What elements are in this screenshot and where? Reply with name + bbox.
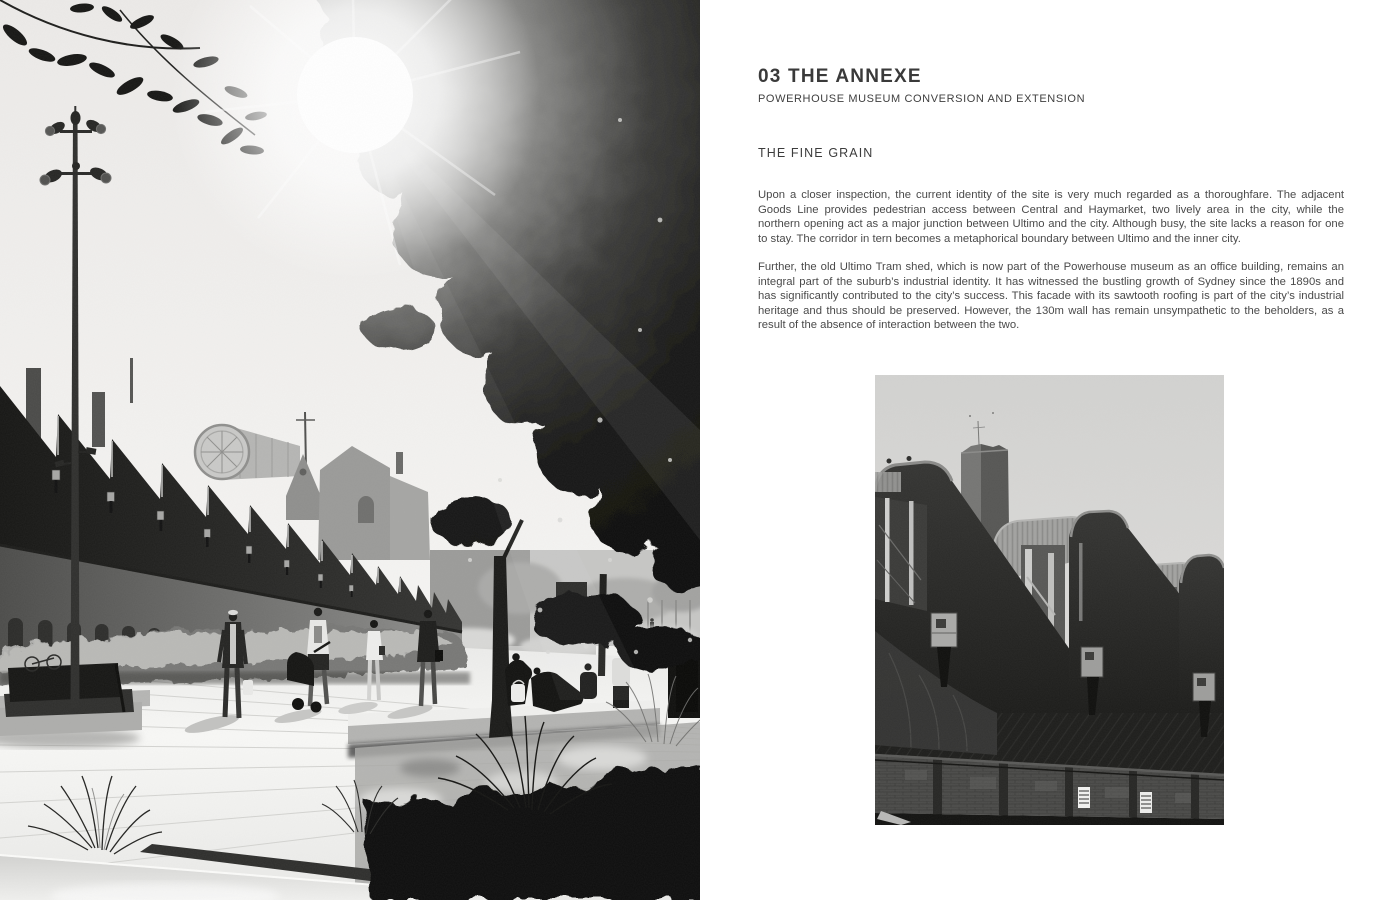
paragraph-2: Further, the old Ultimo Tram shed, which is now part of the Powerhouse museum as an office building, remains an integral part of the suburb’s industrial identity. It has witnessed the bustling growth of Sydney since the 1890s and has significantly contributed to the city’s success. This facade with its sawtooth roofing is part of the city’s industrial heritage and thus should be preserved. However, the 130m wall has remain unsympathetic to the beholders, as a result of the absence of interaction between the two. [758, 261, 1344, 331]
paragraph-1: Upon a closer inspection, the current identity of the site is very much regarded as a thoroughfare. The adjacent Goods Line provides pedestrian access between Central and Haymarket, two lively area in the city, while the northern opening act as a major junction between Ultimo and the city. Although busy, the site lacks a reason for one to stay. The corridor in tern becomes a metaphorical boundary between Ultimo and the inner city. [758, 189, 1344, 245]
body-text [758, 188, 1344, 347]
page-subtitle: POWERHOUSE MUSEUM CONVERSION AND EXTENSION [758, 93, 1086, 105]
sawtooth-photo-frame [875, 375, 1224, 825]
article-header [758, 66, 1344, 105]
film-grain [875, 375, 1224, 825]
section-heading: THE FINE GRAIN [758, 146, 874, 160]
sawtooth-photo [875, 375, 1224, 825]
page-title: 03 THE ANNEXE [758, 66, 922, 87]
